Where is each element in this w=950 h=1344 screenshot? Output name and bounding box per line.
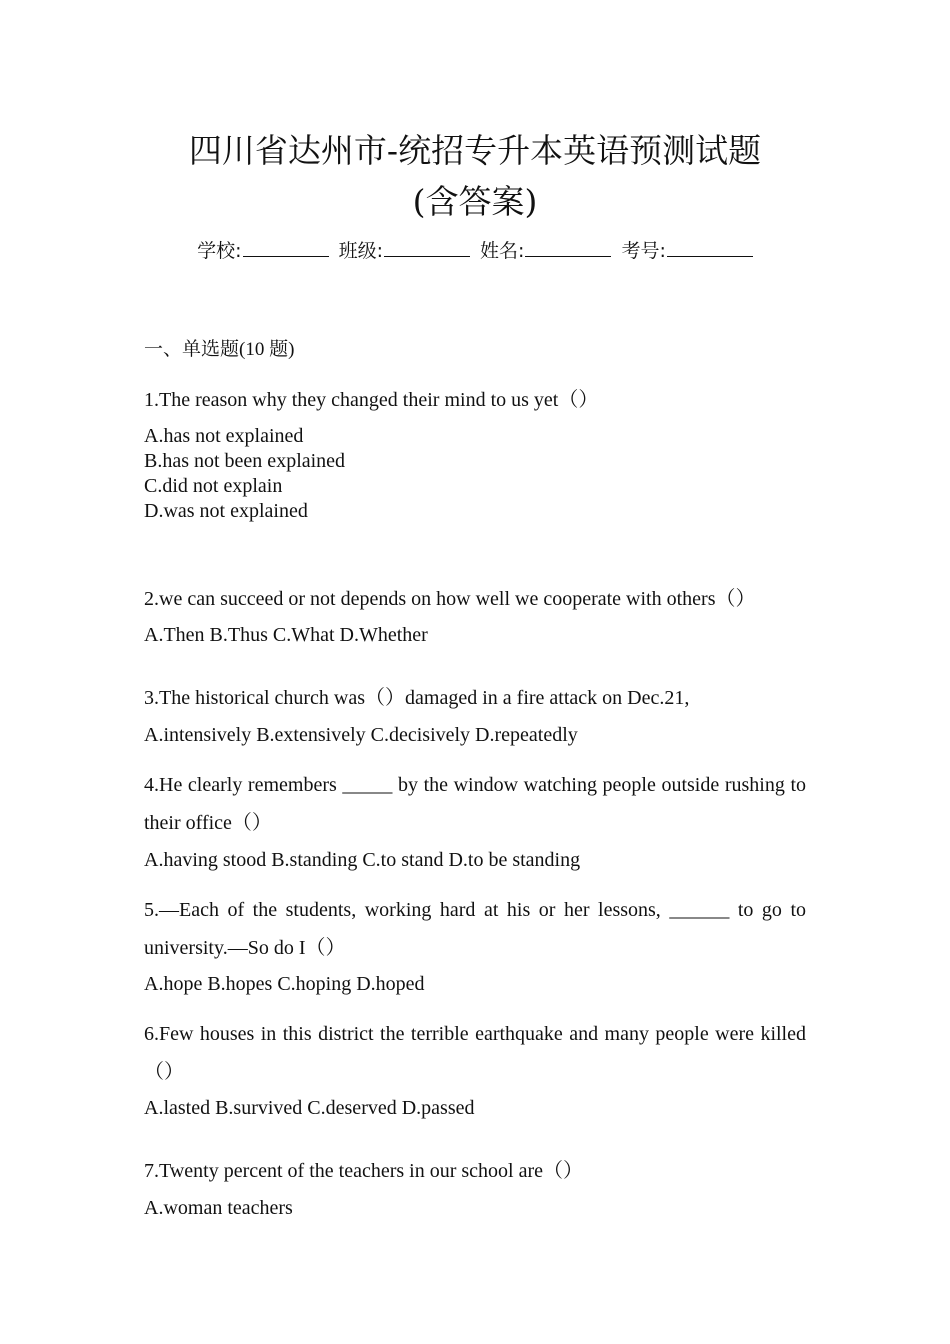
question-6-options: A.lasted B.survived C.deserved D.passed <box>144 1097 475 1119</box>
question-1-option-d: D.was not explained <box>144 500 308 522</box>
question-2-stem: 2.we can succeed or not depends on how well we cooperate with others（） <box>144 588 756 610</box>
name-blank <box>525 242 611 257</box>
question-3-options: A.intensively B.extensively C.decisively D.repeatedly <box>144 724 578 746</box>
question-5-stem: 5.—Each of the students, working hard at his or her lessons, ______ to go to university.—So do I（） <box>144 899 806 959</box>
exam-subtitle: (含答案) <box>412 182 538 221</box>
class-field <box>339 236 470 263</box>
question-7-option-a: A.woman teachers <box>144 1197 293 1219</box>
question-4-stem: 4.He clearly remembers _____ by the window watching people outside rushing to their office（） <box>144 774 806 834</box>
school-blank <box>243 242 329 257</box>
question-1-option-c: C.did not explain <box>144 475 283 497</box>
school-field <box>197 236 328 263</box>
question-6-stem: 6.Few houses in this district the terrible earthquake and many people were killed（） <box>144 1023 806 1083</box>
question-2-options: A.Then B.Thus C.What D.Whether <box>144 624 428 646</box>
school-label: 学校: <box>197 240 242 262</box>
exam-number-label: 考号: <box>621 240 666 262</box>
question-1-option-a: A.has not explained <box>144 425 304 447</box>
class-blank <box>384 242 470 257</box>
section-title: 一、单选题(10 题) <box>144 339 295 360</box>
name-label: 姓名: <box>480 240 525 262</box>
question-1-option-b: B.has not been explained <box>144 450 346 472</box>
exam-title: 四川省达州市-统招专升本英语预测试题 <box>188 131 762 170</box>
question-7-stem: 7.Twenty percent of the teachers in our school are（） <box>144 1160 583 1182</box>
class-label: 班级: <box>338 240 383 262</box>
name-field <box>480 236 611 263</box>
student-info-line <box>0 236 950 263</box>
question-4-options: A.having stood B.standing C.to stand D.to be standing <box>144 849 581 871</box>
exam-number-field <box>621 236 752 263</box>
question-1-stem: 1.The reason why they changed their mind to us yet（） <box>144 389 599 411</box>
question-5-options: A.hope B.hopes C.hoping D.hoped <box>144 973 425 995</box>
exam-number-blank <box>667 242 753 257</box>
question-3-stem: 3.The historical church was（）damaged in a fire attack on Dec.21, <box>144 687 690 709</box>
